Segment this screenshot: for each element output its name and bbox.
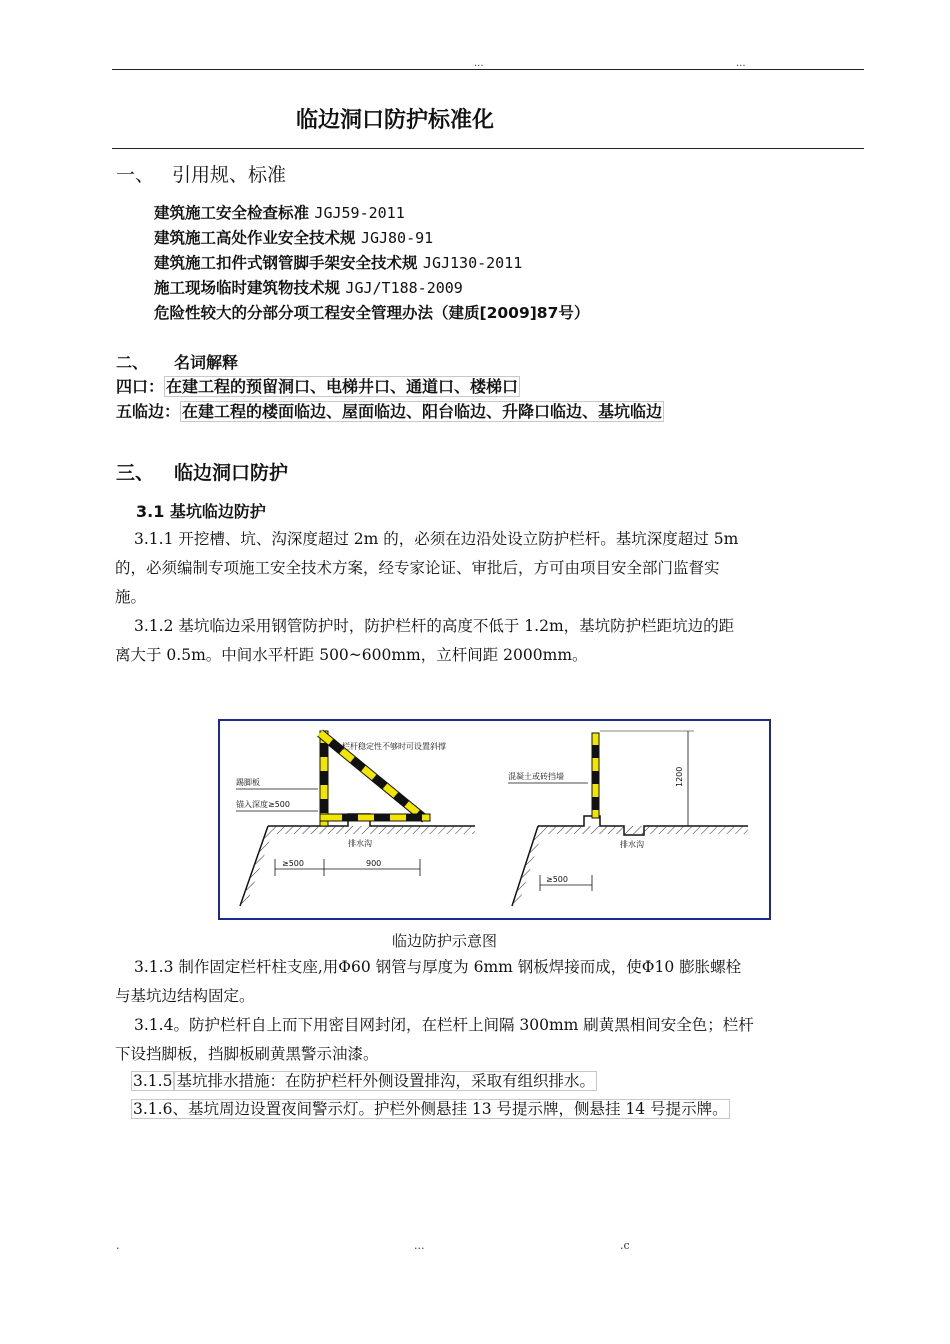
page-title: 临边洞口防护标准化 (296, 108, 495, 133)
para-312-line: 离大于 0.5m。中间水平杆距 500~600mm，立杆间距 2000mm。 (115, 646, 588, 664)
para-315-number: 3.1.5 (133, 1072, 173, 1090)
section1-heading (116, 160, 286, 187)
label-dim-1200: 1200 (675, 766, 684, 787)
footer-right: .c (620, 1239, 630, 1252)
section2-number: 二、 (116, 353, 149, 372)
para-315-text: 基坑排水措施：在防护栏杆外侧设置排沟，采取有组织排水。 (176, 1072, 595, 1090)
label-drain-right: 排水沟 (620, 840, 644, 849)
section2-heading (116, 350, 238, 373)
label-dim-500-right: ≥500 (546, 875, 568, 884)
term-definition: 在建工程的预留洞口、电梯井口、通道口、楼梯口 (166, 377, 519, 396)
reference-code: JGJ59-2011 (314, 204, 405, 222)
label-drain-left: 排水沟 (348, 839, 372, 848)
reference-name: 建筑施工扣件式钢管脚手架安全技术规 (154, 254, 418, 272)
para-314-line: 下设挡脚板，挡脚板刷黄黑警示油漆。 (115, 1045, 379, 1063)
reference-code: JGJ/T188-2009 (345, 279, 463, 297)
guardrail-diagram (220, 721, 769, 918)
label-dim-900: 900 (366, 859, 382, 868)
guardrail-figure (218, 719, 771, 920)
term-row (116, 399, 664, 422)
header-dots-right: ... (736, 58, 746, 69)
term-definition: 在建工程的楼面临边、屋面临边、阳台临边、升降口临边、基坑临边 (182, 402, 663, 421)
reference-name: 危险性较大的分部分项工程安全管理办法（建质[2009]87号） (154, 304, 590, 322)
reference-code: JGJ130-2011 (422, 254, 523, 272)
para-311-line: 施。 (115, 588, 147, 606)
footer-center: ... (414, 1239, 425, 1252)
term-label: 五临边： (116, 402, 181, 421)
label-toeboard: 踢脚板 (236, 778, 260, 787)
footer-left: . (116, 1239, 120, 1252)
subsection-heading: 3.1 基坑临边防护 (136, 502, 266, 521)
label-brace: 栏杆稳定性不够时可设置斜撑 (342, 742, 446, 751)
section3-number: 三、 (116, 462, 155, 484)
para-316 (131, 1097, 730, 1119)
reference-name: 建筑施工安全检查标准 (154, 204, 310, 222)
reference-item (154, 201, 405, 223)
term-row (116, 374, 520, 397)
para-313-line: 3.1.3 制作固定栏杆柱支座,用Φ60 钢管与厚度为 6mm 钢板焊接而成，使Φ10 膨胀螺栓 (134, 958, 742, 976)
para-311-line: 3.1.1 开挖槽、坑、沟深度超过 2m 的，必须在边沿处设立防护栏杆。基坑深度超过 5m (134, 530, 739, 548)
section1-number: 一、 (116, 164, 155, 186)
para-313-line: 与基坑边结构固定。 (115, 987, 255, 1005)
section1-title: 引用规、标准 (172, 164, 287, 186)
para-316-text: 3.1.6、基坑周边设置夜间警示灯。护栏外侧悬挂 13 号提示牌，侧悬挂 14 号提示牌。 (133, 1100, 728, 1118)
para-312-line: 3.1.2 基坑临边采用钢管防护时，防护栏杆的高度不低于 1.2m，基坑防护栏距坑边的距 (134, 617, 735, 635)
section3-title: 临边洞口防护 (174, 462, 289, 484)
left-post (320, 731, 328, 826)
reference-name: 施工现场临时建筑物技术规 (154, 279, 341, 297)
label-wall: 混凝土或砖挡墙 (508, 772, 564, 781)
label-dim-500-left: ≥500 (282, 859, 304, 868)
reference-name: 建筑施工高处作业安全技术规 (154, 229, 356, 247)
reference-item (154, 301, 589, 323)
label-anchor: 锚入深度≥500 (236, 800, 290, 809)
reference-item (154, 276, 463, 298)
reference-item (154, 251, 522, 273)
figure-caption: 临边防护示意图 (392, 932, 498, 950)
term-label: 四口： (116, 377, 165, 396)
title-rule (112, 148, 864, 149)
right-post (592, 733, 599, 818)
section2-title: 名词解释 (174, 353, 239, 372)
section3-heading (116, 458, 288, 485)
reference-item (154, 226, 433, 248)
header-rule (112, 69, 864, 70)
bottom-rail (320, 814, 430, 821)
reference-code: JGJ80-91 (360, 229, 434, 247)
para-314-line: 3.1.4。防护栏杆自上而下用密目网封闭，在栏杆上间隔 300mm 刷黄黑相间安全色；栏杆 (134, 1016, 754, 1034)
para-315 (131, 1069, 597, 1091)
header-dots-left: ... (474, 58, 484, 69)
para-311-line: 的，必须编制专项施工安全技术方案，经专家论证、审批后，方可由项目安全部门监督实 (115, 559, 720, 577)
